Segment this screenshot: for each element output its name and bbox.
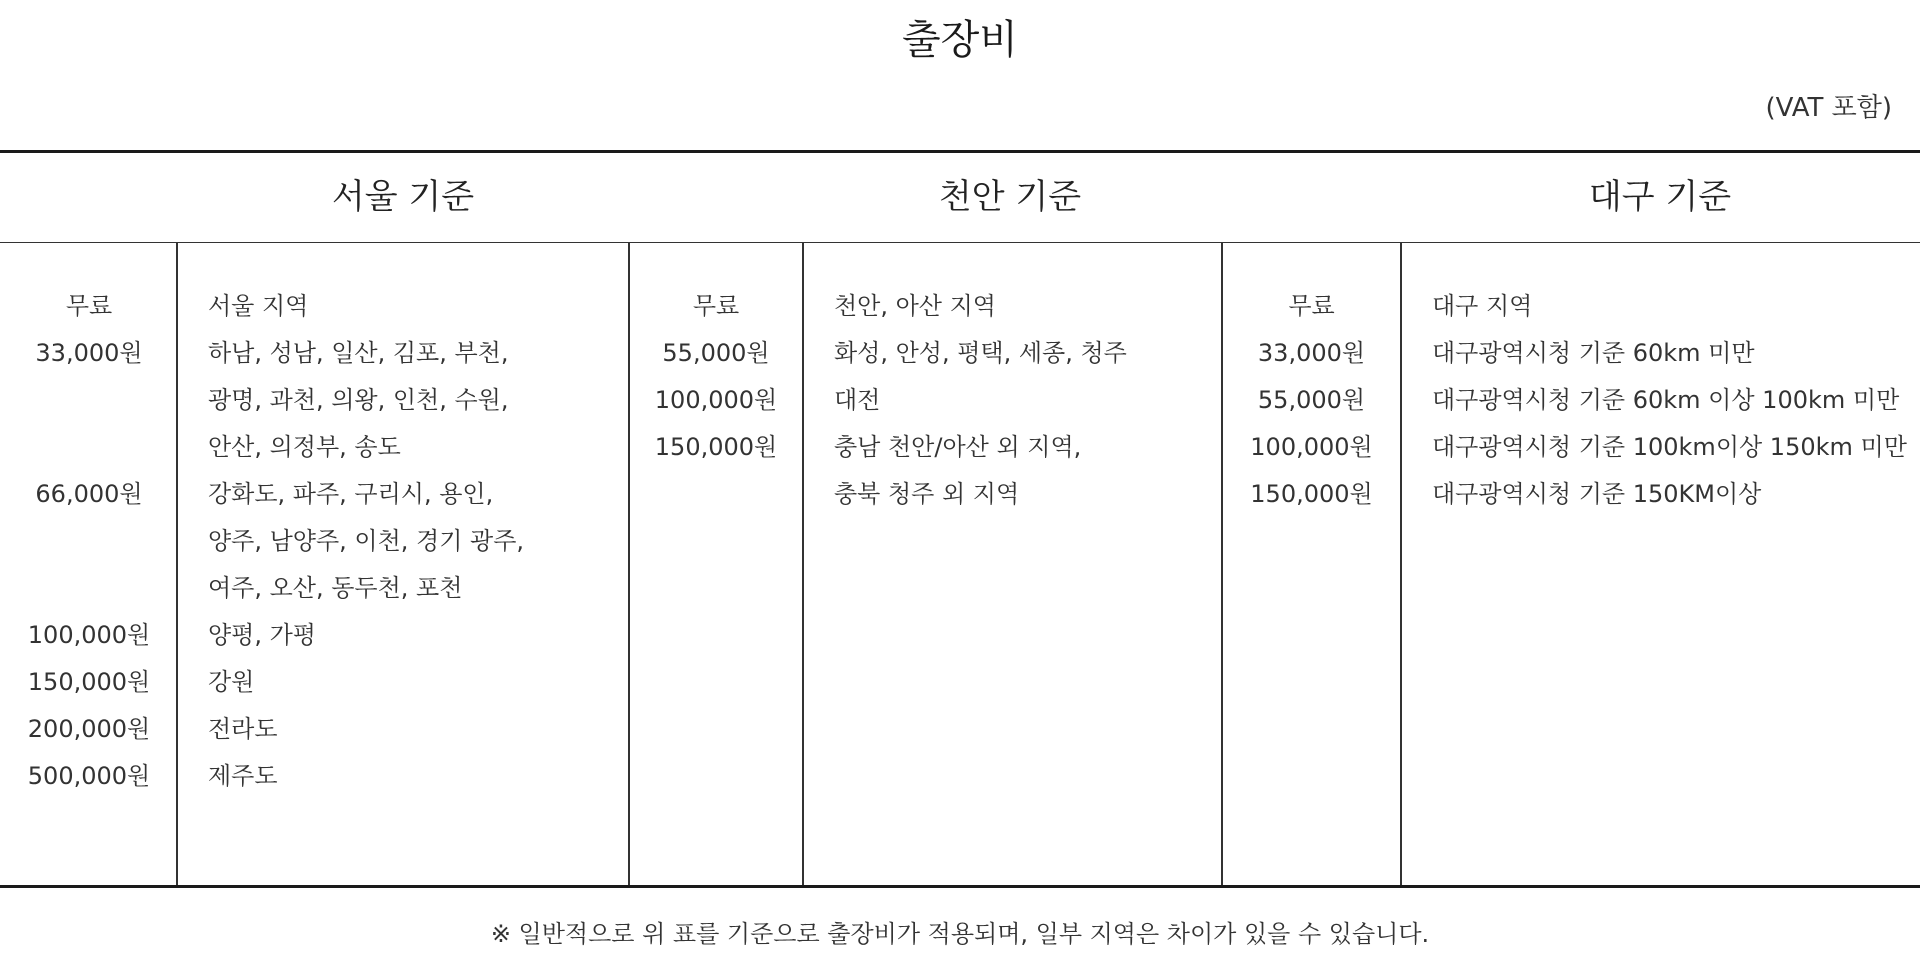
vat-note: (VAT 포함) — [1765, 93, 1892, 123]
area-entry — [804, 283, 1221, 330]
area-entry — [178, 659, 628, 706]
price-value: 200,000원 — [27, 715, 151, 743]
area-entry — [1402, 471, 1920, 518]
area-text: 제주도 — [208, 762, 278, 790]
area-text: 양평, 가평 — [208, 621, 316, 649]
area-entry — [1402, 330, 1920, 377]
area-text: 천안, 아산 지역 — [834, 292, 996, 320]
daegu-price-column — [1223, 243, 1400, 885]
region-header-cheonan: 천안 기준 — [938, 177, 1082, 217]
cheonan-area-column — [804, 243, 1221, 885]
area-text: 양주, 남양주, 이천, 경기 광주, — [208, 527, 525, 555]
area-text: 하남, 성남, 일산, 김포, 부천, — [208, 339, 509, 367]
area-text: 여주, 오산, 동두천, 포천 — [208, 574, 463, 602]
region-header-seoul: 서울 기준 — [331, 177, 475, 217]
area-text: 충북 청주 외 지역 — [834, 480, 1020, 508]
footer-note: ※ 일반적으로 위 표를 기준으로 출장비가 적용되며, 일부 지역은 차이가 있을 수 있습니다. — [490, 920, 1430, 948]
price-value: 66,000원 — [35, 480, 143, 508]
price-value: 100,000원 — [1250, 433, 1373, 461]
area-text: 안산, 의정부, 송도 — [208, 433, 401, 461]
area-text: 대전 — [834, 386, 881, 414]
area-entry — [178, 612, 628, 659]
area-entry — [178, 753, 628, 800]
seoul-price-column — [0, 243, 178, 885]
price-value: 무료 — [692, 292, 740, 320]
price-value: 150,000원 — [654, 433, 778, 461]
price-value: 33,000원 — [35, 339, 143, 367]
area-text: 충남 천안/아산 외 지역, — [834, 433, 1082, 461]
region-header-daegu: 대구 기준 — [1588, 177, 1732, 217]
cheonan-price-column — [630, 243, 802, 885]
area-entry — [804, 377, 1221, 424]
area-text: 광명, 과천, 의왕, 인천, 수원, — [208, 386, 509, 414]
area-entry — [1402, 283, 1920, 330]
area-entry — [178, 283, 628, 330]
area-entry — [1402, 377, 1920, 424]
area-text: 전라도 — [208, 715, 278, 743]
price-value: 500,000원 — [27, 762, 151, 790]
price-value: 무료 — [1288, 292, 1335, 320]
price-value: 무료 — [65, 292, 113, 320]
daegu-area-column — [1402, 243, 1920, 885]
area-text: 강원 — [208, 668, 255, 696]
area-entry — [178, 330, 628, 471]
area-text: 대구 지역 — [1432, 292, 1533, 320]
area-text: 강화도, 파주, 구리시, 용인, — [208, 480, 494, 508]
travel-fee-table — [0, 150, 1920, 888]
seoul-area-column — [178, 243, 628, 885]
price-value: 55,000원 — [1257, 386, 1366, 414]
area-entry — [804, 424, 1221, 518]
area-entry — [178, 706, 628, 753]
price-value: 100,000원 — [654, 386, 778, 414]
page-title: 출장비 — [902, 17, 1018, 63]
area-text: 대구광역시청 기준 60km 미만 — [1432, 339, 1755, 367]
area-text: 서울 지역 — [208, 292, 309, 320]
price-value: 150,000원 — [27, 668, 151, 696]
price-value: 55,000원 — [662, 339, 770, 367]
area-entry — [1402, 424, 1920, 471]
price-value: 150,000원 — [1250, 480, 1373, 508]
area-text: 대구광역시청 기준 100km이상 150km 미만 — [1432, 433, 1907, 461]
area-entry — [804, 330, 1221, 377]
price-value: 100,000원 — [27, 621, 151, 649]
area-text: 대구광역시청 기준 60km 이상 100km 미만 — [1432, 386, 1900, 414]
area-text: 화성, 안성, 평택, 세종, 청주 — [834, 339, 1127, 367]
price-value: 33,000원 — [1257, 339, 1366, 367]
table-header-row — [0, 153, 1920, 243]
area-entry — [178, 471, 628, 612]
area-text: 대구광역시청 기준 150KM이상 — [1432, 480, 1762, 508]
